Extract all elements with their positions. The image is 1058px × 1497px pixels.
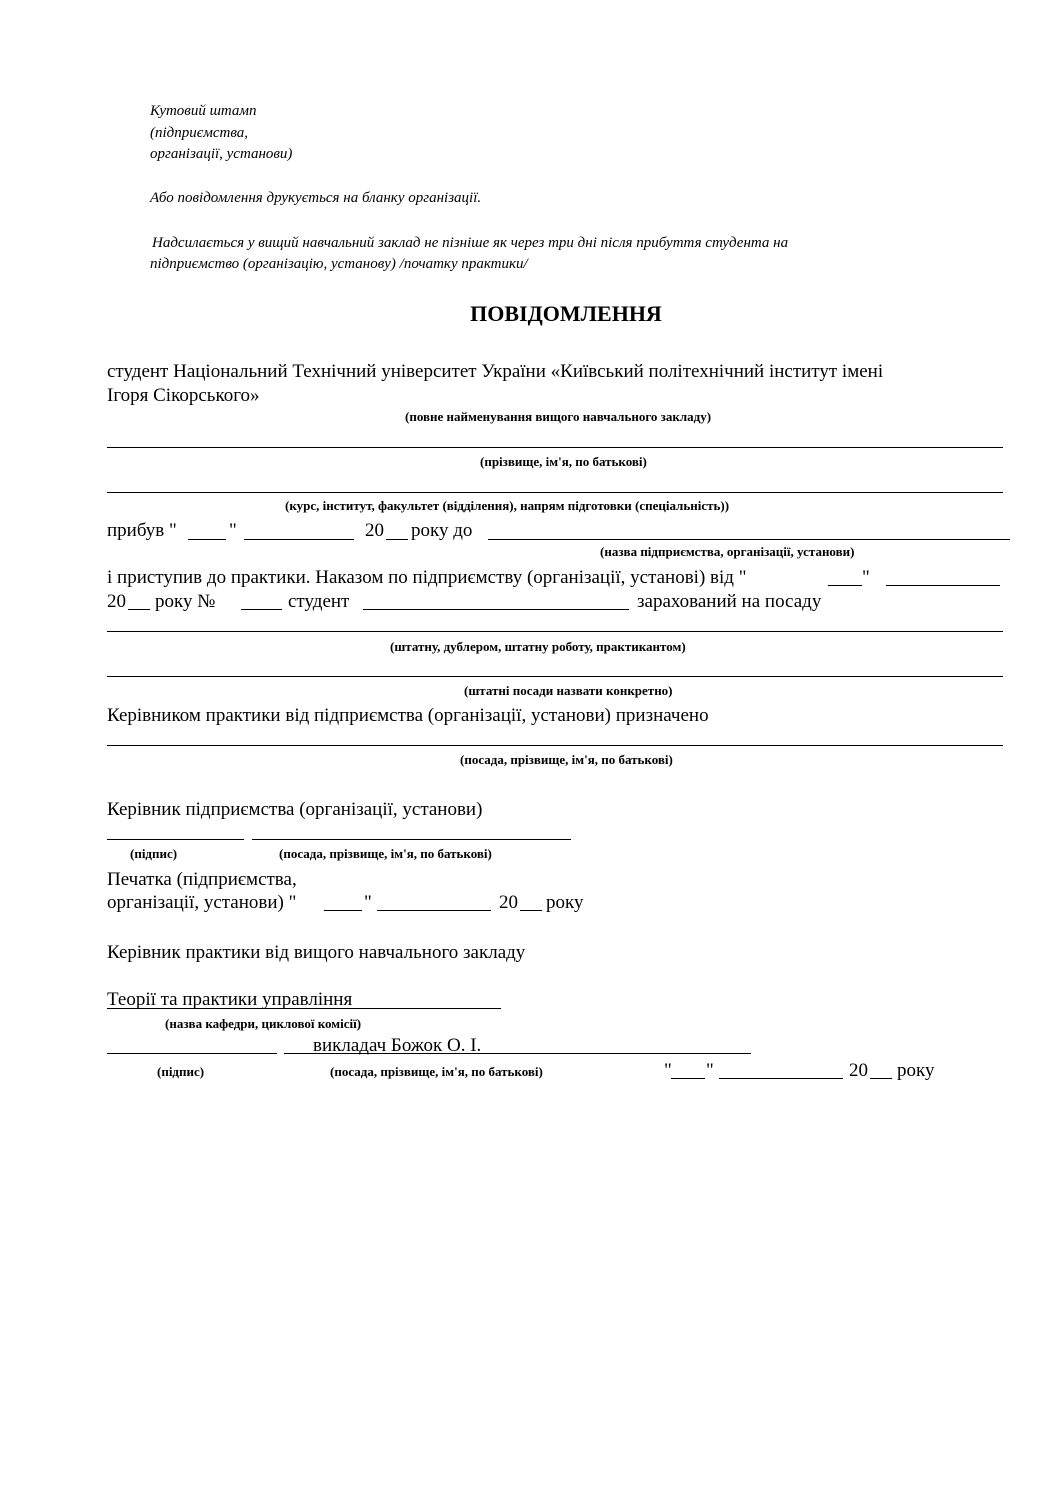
seal-year-suffix: року [546, 892, 584, 913]
page-title: ПОВІДОМЛЕННЯ [470, 301, 662, 326]
arrival-day-field[interactable] [188, 539, 226, 540]
teacher-quote-open: " [664, 1060, 672, 1081]
order-year-prefix: 20 [107, 591, 126, 612]
stamp-line-3: організації, установи) [150, 146, 293, 162]
teacher-sign-field[interactable] [107, 1053, 277, 1054]
seal-month-field[interactable] [377, 910, 491, 911]
department-field-line[interactable] [107, 1008, 501, 1009]
department-caption: (назва кафедри, циклової комісії) [165, 1016, 362, 1031]
institution-line-2: Ігоря Сікорського» [107, 385, 260, 406]
stamp-line-2: (підприємства, [150, 125, 249, 141]
send-note-line-2: підприємство (організацію, установу) /початку практики/ [150, 256, 528, 272]
send-note-line-1: Надсилається у вищий навчальний заклад не пізніше як через три дні після прибуття студента на [152, 235, 789, 251]
start-quote-close: " [862, 567, 870, 588]
position-exact-field-line[interactable] [107, 676, 1003, 677]
university-supervisor-label: Керівник практики від вищого навчального закладу [107, 942, 526, 963]
teacher-name: викладач Божок О. І. [313, 1035, 482, 1056]
enterprise-caption: (назва підприємства, організації, установи) [600, 544, 855, 559]
teacher-year-field[interactable] [870, 1078, 892, 1079]
order-year-suffix: року № [155, 591, 216, 612]
blank-note: Або повідомлення друкується на бланку організації. [150, 190, 482, 206]
order-student-field[interactable] [363, 609, 629, 610]
course-caption: (курс, інститут, факультет (відділення), напрям підготовки (спеціальність)) [285, 498, 730, 513]
institution-caption: (повне найменування вищого навчального закладу) [405, 409, 712, 424]
head-position-caption: (посада, прізвище, ім'я, по батькові) [279, 846, 492, 861]
enterprise-supervisor-label: Керівником практики від підприємства (організації, установи) призначено [107, 705, 709, 726]
teacher-month-field[interactable] [719, 1078, 843, 1079]
order-day-field[interactable] [828, 585, 862, 586]
head-sign-caption: (підпис) [130, 846, 178, 861]
teacher-position-field[interactable] [284, 1053, 751, 1054]
head-position-field[interactable] [252, 839, 571, 840]
position-type-field-line[interactable] [107, 631, 1003, 632]
enterprise-supervisor-field-line[interactable] [107, 745, 1003, 746]
name-caption: (прізвище, ім'я, по батькові) [480, 454, 647, 469]
order-enrolled-label: зарахований на посаду [637, 591, 822, 612]
arrived-label: прибув " [107, 520, 177, 541]
arrival-year-prefix: 20 [365, 520, 384, 541]
teacher-position-caption: (посада, прізвище, ім'я, по батькові) [330, 1064, 543, 1079]
name-field-line[interactable] [107, 447, 1003, 448]
seal-line-2: організації, установи) " [107, 892, 297, 913]
start-text: і приступив до практики. Наказом по підприємству (організації, установі) від " [107, 567, 747, 588]
arrival-year-suffix: року до [411, 520, 473, 541]
enterprise-field-line[interactable] [488, 539, 1010, 540]
seal-day-field[interactable] [324, 910, 362, 911]
teacher-quote-close: " [706, 1060, 714, 1081]
head-sign-field[interactable] [107, 839, 244, 840]
arrival-month-field[interactable] [244, 539, 354, 540]
position-exact-caption: (штатні посади назвати конкретно) [464, 683, 673, 698]
position-type-caption: (штатну, дублером, штатну роботу, практикантом) [390, 639, 686, 654]
teacher-sign-caption: (підпис) [157, 1064, 205, 1079]
stamp-line-1: Кутовий штамп [150, 103, 257, 119]
seal-quote-close: " [364, 892, 372, 913]
course-field-line[interactable] [107, 492, 1003, 493]
teacher-day-field[interactable] [671, 1078, 705, 1079]
arrival-year-field[interactable] [386, 539, 408, 540]
institution-line-1: студент Національний Технічний університет України «Київський політехнічний інститут імені [107, 361, 884, 382]
seal-year-field[interactable] [520, 910, 542, 911]
order-student-label: студент [288, 591, 350, 612]
arrival-quote-close: " [229, 520, 237, 541]
teacher-year-suffix: року [897, 1060, 935, 1081]
department-name: Теорії та практики управління [107, 989, 353, 1010]
seal-year-prefix: 20 [499, 892, 518, 913]
order-month-field[interactable] [886, 585, 1000, 586]
teacher-year-prefix: 20 [849, 1060, 868, 1081]
order-year-field[interactable] [128, 609, 150, 610]
head-label: Керівник підприємства (організації, установи) [107, 799, 483, 820]
enterprise-supervisor-caption: (посада, прізвище, ім'я, по батькові) [460, 752, 673, 767]
seal-line-1: Печатка (підприємства, [107, 869, 297, 890]
order-number-field[interactable] [241, 609, 282, 610]
